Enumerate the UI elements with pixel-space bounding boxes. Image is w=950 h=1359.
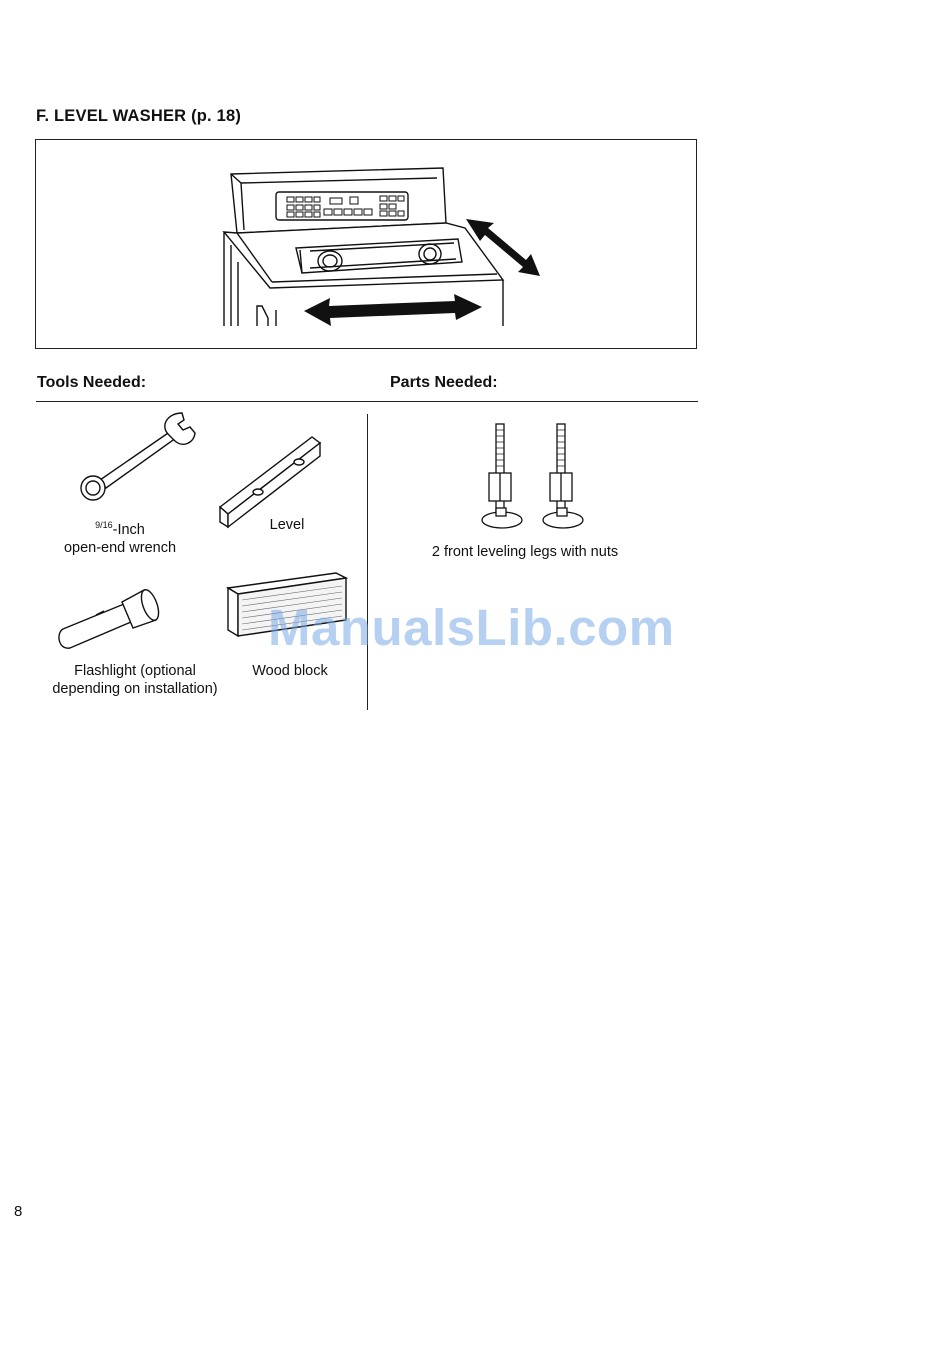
parts-heading: Parts Needed: xyxy=(390,374,498,391)
wrench-label-line2: open-end wrench xyxy=(63,540,177,556)
flashlight-label-line1: Flashlight (optional xyxy=(74,663,196,679)
wrench-fraction: 9/16 xyxy=(95,520,113,530)
wood-block-label: Wood block xyxy=(252,663,328,679)
tools-heading: Tools Needed: xyxy=(37,374,147,391)
leveling-legs-label: 2 front leveling legs with nuts xyxy=(431,544,619,560)
level-label: Level xyxy=(269,517,305,533)
flashlight-label-line2: depending on installation) xyxy=(52,681,218,697)
wrench-label-suffix: -Inch xyxy=(112,522,145,538)
page-number: 8 xyxy=(14,1203,23,1220)
section-title: F. LEVEL WASHER (p. 18) xyxy=(36,107,242,125)
watermark: ManualsLib.com xyxy=(268,599,675,656)
